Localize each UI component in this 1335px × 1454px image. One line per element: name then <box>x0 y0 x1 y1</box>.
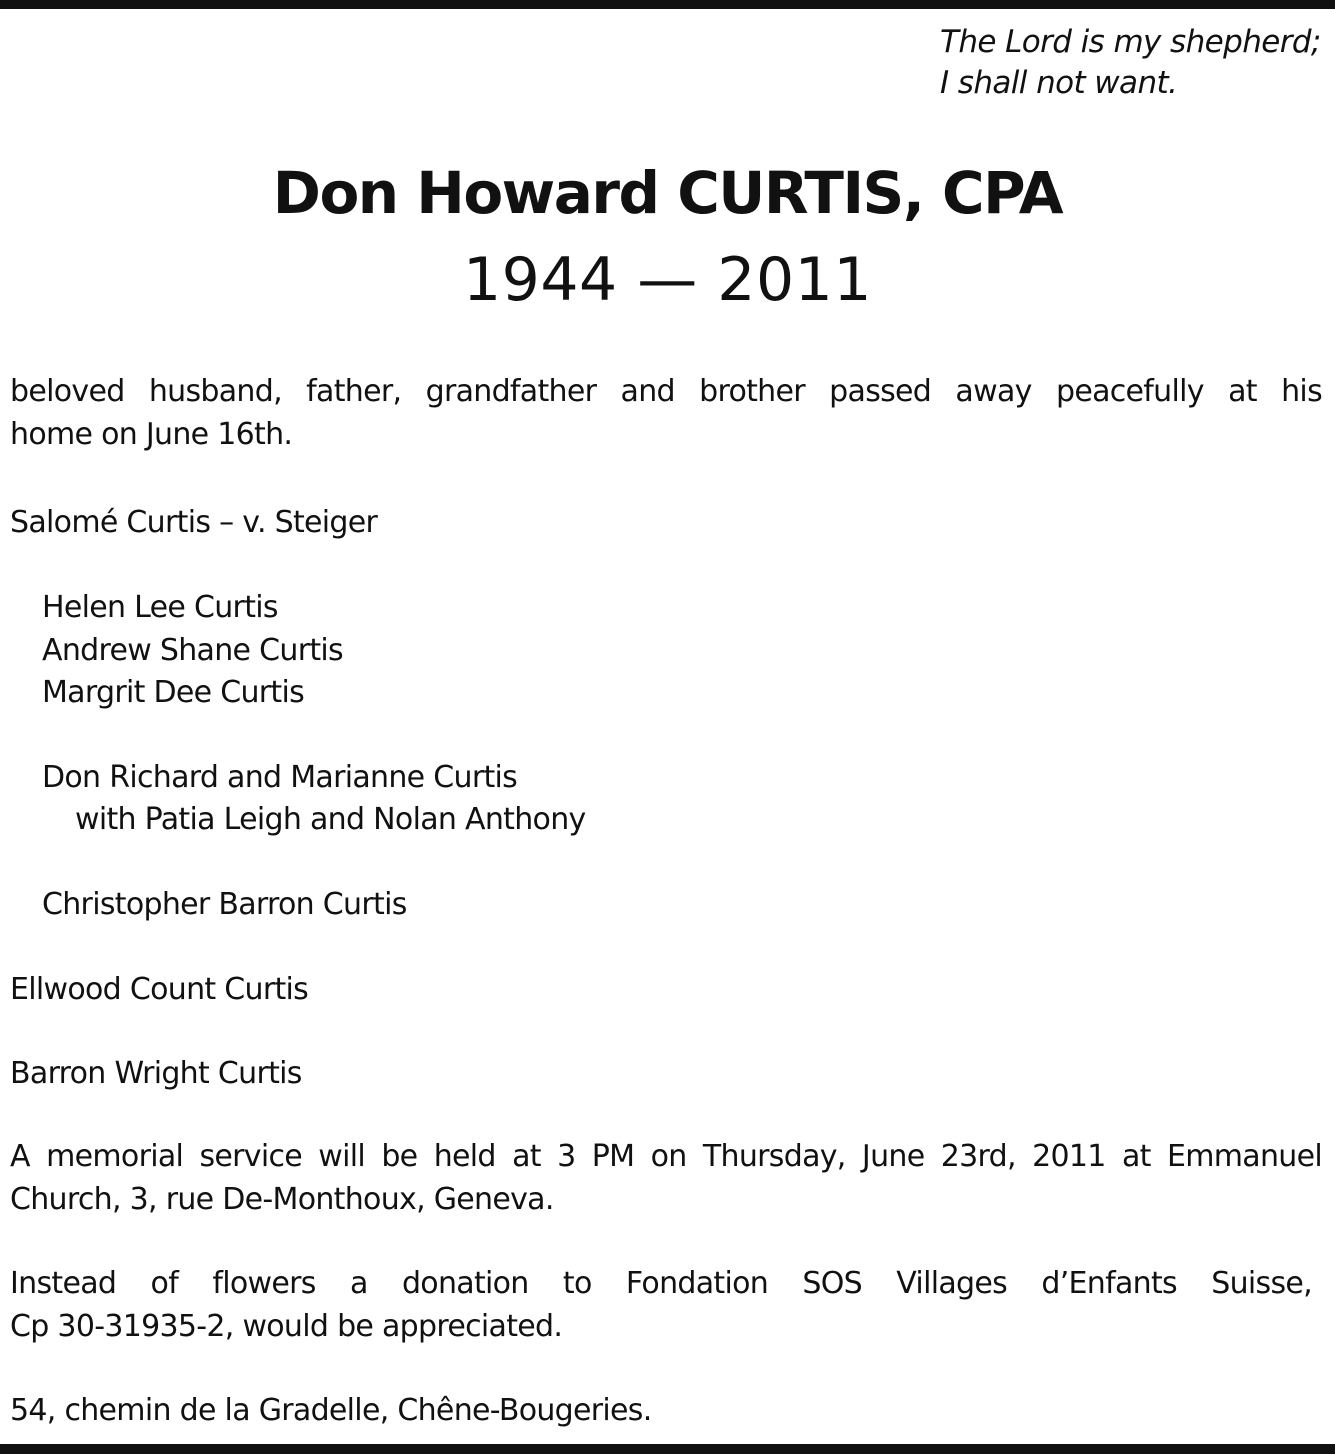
son-couple-name: Don Richard and Marianne Curtis <box>42 760 518 795</box>
donation-paragraph <box>10 1262 1312 1348</box>
donation-line-2: Cp 30-31935-2, would be appreciated. <box>10 1309 563 1344</box>
service-line-1: A memorial service will be held at 3 PM on Thursday, June 23rd, 2011 at Emmanuel <box>10 1139 1322 1174</box>
scripture-verse <box>940 22 1330 104</box>
life-years: 1944 — 2011 <box>462 245 873 315</box>
grandchildren-names: with Patia Leigh and Nolan Anthony <box>75 802 586 837</box>
child-name: Christopher Barron Curtis <box>42 887 407 922</box>
bottom-rule <box>0 1444 1335 1454</box>
verse-line-2: I shall not want. <box>940 65 1178 101</box>
intro-paragraph <box>10 370 1322 456</box>
child-name: Helen Lee Curtis <box>42 590 278 625</box>
brother-name: Barron Wright Curtis <box>10 1056 302 1091</box>
donation-line-1: Instead of flowers a donation to Fondation SOS Villages d’Enfants Suisse, <box>10 1266 1312 1301</box>
intro-line-1: beloved husband, father, grandfather and brother passed away peacefully at his <box>10 374 1322 409</box>
intro-line-2: home on June 16th. <box>10 417 293 452</box>
child-name: Margrit Dee Curtis <box>42 675 305 710</box>
brother-name: Ellwood Count Curtis <box>10 972 309 1007</box>
verse-line-1: The Lord is my shepherd; <box>940 24 1321 60</box>
service-paragraph <box>10 1135 1322 1221</box>
child-name: Andrew Shane Curtis <box>42 633 343 668</box>
deceased-name: Don Howard CURTIS, CPA <box>272 159 1063 227</box>
spouse-name: Salomé Curtis – v. Steiger <box>10 505 378 540</box>
family-address: 54, chemin de la Gradelle, Chêne-Bougeries. <box>10 1393 652 1428</box>
top-rule <box>0 0 1335 9</box>
service-line-2: Church, 3, rue De-Monthoux, Geneva. <box>10 1182 554 1217</box>
